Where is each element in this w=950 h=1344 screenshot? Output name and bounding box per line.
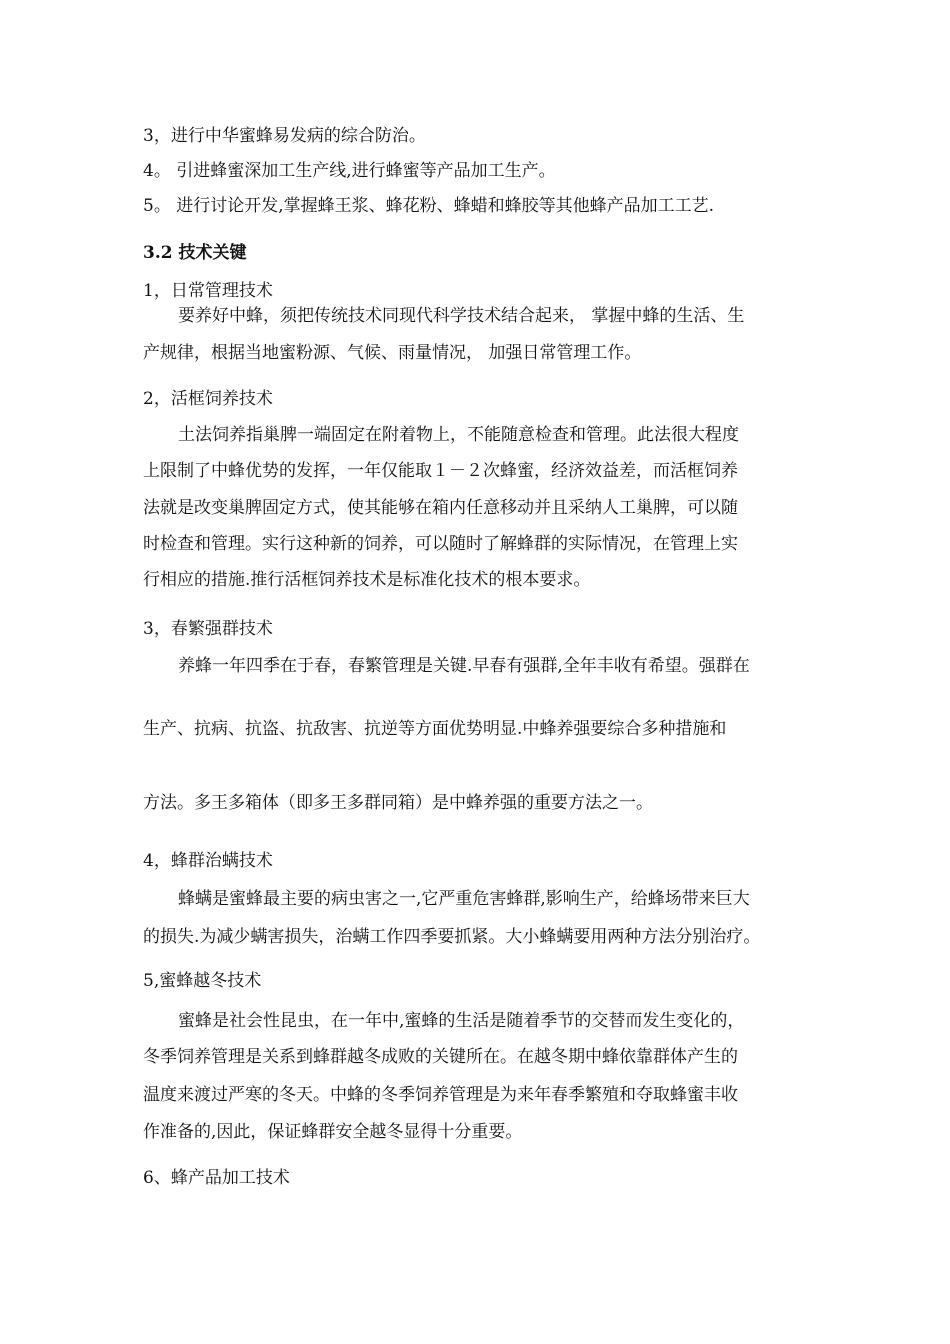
list-item-4: 4。 引进蜂蜜深加工生产线,进行蜂蜜等产品加工生产。 xyxy=(143,161,556,181)
section-title-5: 5,蜜蜂越冬技术 xyxy=(143,971,262,991)
paragraph-line: 法就是改变巢脾固定方式，使其能够在箱内任意移动并且采纳人工巢脾，可以随 xyxy=(143,498,738,518)
paragraph-line: 蜂螨是蜜蜂最主要的病虫害之一,它严重危害蜂群,影响生产，给蜂场带来巨大 xyxy=(178,889,750,909)
paragraph-line: 作准备的,因此，保证蜂群安全越冬显得十分重要。 xyxy=(143,1122,523,1142)
paragraph-line: 上限制了中蜂优势的发挥，一年仅能取１－２次蜂蜜，经济效益差，而活框饲养 xyxy=(143,461,738,481)
section-heading: 3.2 技术关键 xyxy=(143,243,247,263)
paragraph-line: 要养好中蜂，须把传统技术同现代科学技术结合起来， 掌握中蜂的生活、生 xyxy=(178,306,745,326)
section-title-1: 1，日常管理技术 xyxy=(143,281,273,301)
list-item-5: 5。 进行讨论开发,掌握蜂王浆、蜂花粉、蜂蜡和蜂胶等其他蜂产品加工工艺. xyxy=(143,196,715,216)
paragraph-line: 的损失.为减少螨害损失，治螨工作四季要抓紧。大小蜂螨要用两种方法分别治疗。 xyxy=(143,927,761,947)
section-title-2: 2，活框饲养技术 xyxy=(143,389,273,409)
list-item-3: 3，进行中华蜜蜂易发病的综合防治。 xyxy=(143,126,426,146)
paragraph-line: 方法。多王多箱体（即多王多群同箱）是中蜂养强的重要方法之一。 xyxy=(143,793,653,813)
section-title-4: 4，蜂群治螨技术 xyxy=(143,851,273,871)
paragraph-line: 土法饲养指巢脾一端固定在附着物上，不能随意检查和管理。此法很大程度 xyxy=(178,425,739,445)
paragraph-line: 行相应的措施.推行活框饲养技术是标准化技术的根本要求。 xyxy=(143,570,591,590)
paragraph-line: 生产、抗病、抗盗、抗敌害、抗逆等方面优势明显.中蜂养强要综合多种措施和 xyxy=(143,719,727,739)
paragraph-line: 产规律，根据当地蜜粉源、气候、雨量情况， 加强日常管理工作。 xyxy=(143,343,642,363)
paragraph-line: 养蜂一年四季在于春，春繁管理是关键.早春有强群,全年丰收有希望。强群在 xyxy=(178,656,750,676)
paragraph-line: 冬季饲养管理是关系到蜂群越冬成败的关键所在。在越冬期中蜂依靠群体产生的 xyxy=(143,1047,738,1067)
paragraph-line: 温度来渡过严寒的冬天。中蜂的冬季饲养管理是为来年春季繁殖和夺取蜂蜜丰收 xyxy=(143,1085,738,1105)
paragraph-line: 蜜蜂是社会性昆虫，在一年中,蜜蜂的生活是随着季节的交替而发生变化的， xyxy=(178,1011,745,1031)
section-title-6: 6、蜂产品加工技术 xyxy=(143,1168,290,1188)
paragraph-line: 时检查和管理。实行这种新的饲养，可以随时了解蜂群的实际情况，在管理上实 xyxy=(143,534,738,554)
section-title-3: 3，春繁强群技术 xyxy=(143,619,273,639)
